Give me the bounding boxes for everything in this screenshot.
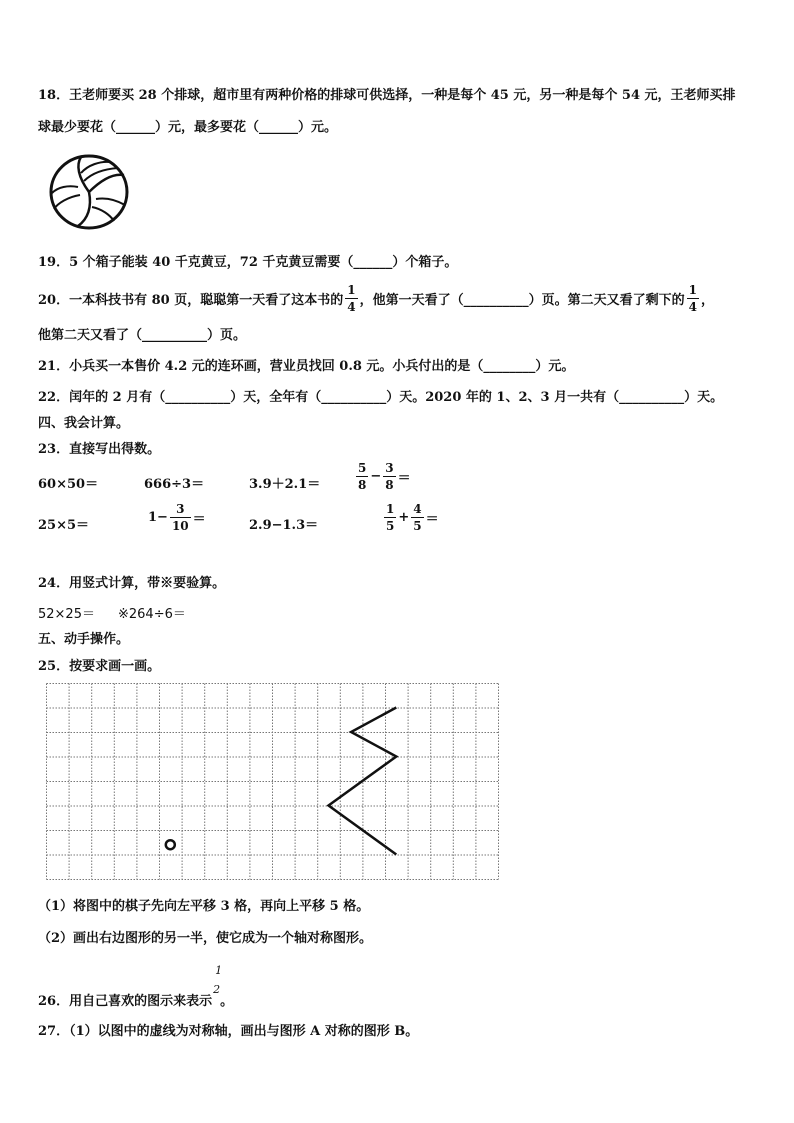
volleyball-icon [48,153,130,231]
section-5-heading: 五、动手操作。 [38,632,130,647]
drawing-grid [46,683,502,884]
q23-r2c4 [382,503,439,532]
chess-piece-icon [166,840,175,849]
fraction-b [383,462,395,491]
q20-part2: ，他第一天看了（__________）页。第二天又看了剩下的 [359,293,685,308]
q22-text: 22．闰年的 2 月有（__________）天，全年有（__________）天。2020 年的 1、2、3 月一共有（__________）天。 [38,390,724,405]
fraction-a [356,462,368,491]
operator: − [370,469,382,484]
fraction-denominator: 8 [358,478,367,492]
equals: ＝ [425,512,439,527]
q23-r1c2: 666÷3＝ [144,477,205,492]
q20-fraction-1 [345,284,357,313]
section-4-heading: 四、我会计算。 [38,416,130,431]
q23-r1c3: 3.9＋2.1＝ [249,477,321,492]
q23-r1c1: 60×50＝ [38,477,99,492]
fraction-numerator: 4 [413,502,422,516]
q19-text: 19．5 个箱子能装 40 千克黄豆，72 千克黄豆需要（______）个箱子。 [38,255,458,270]
fraction-numerator: 3 [385,461,394,475]
fraction-denominator: 2 [213,983,221,996]
fraction-denominator: 5 [413,519,422,533]
q24-expr1: 52×25＝ [38,607,95,622]
fraction-numerator: 1 [215,964,223,977]
q27-text: 27．（1）以图中的虚线为对称轴，画出与图形 A 对称的图形 B。 [38,1024,419,1039]
fraction-numerator: 1 [347,283,356,297]
q24-title: 24．用竖式计算，带※要验算。 [38,576,226,591]
q23-title: 23．直接写出得数。 [38,442,161,457]
q21-text: 21．小兵买一本售价 4.2 元的连环画，营业员找回 0.8 元。小兵付出的是（________）元。 [38,359,575,374]
fraction-numerator: 1 [688,283,697,297]
q26-fraction [213,964,223,1007]
q26-line [38,964,234,1009]
operator: + [398,510,410,525]
q25-title: 25．按要求画一画。 [38,659,161,674]
q25-sub1: （1）将图中的棋子先向左平移 3 格，再向上平移 5 格。 [38,899,370,914]
q20-part1: 20．一本科技书有 80 页，聪聪第一天看了这本书的 [38,293,344,308]
q23-r2c1: 25×5＝ [38,518,90,533]
q24-expr2: ※264÷6＝ [118,607,186,622]
q23-r1c4 [354,462,411,491]
q20-line2: 他第二天又看了（__________）页。 [38,328,247,343]
q20-line1 [38,284,714,313]
equals: ＝ [192,512,206,527]
fraction-denominator: 4 [347,300,356,314]
fraction-denominator: 10 [171,519,189,533]
fraction-denominator: 5 [386,519,395,533]
fraction-numerator: 5 [358,461,367,475]
equals: ＝ [397,471,411,486]
fraction-b [411,503,423,532]
fraction-denominator: 4 [688,300,697,314]
q23-r2c2 [148,503,206,532]
q23-r2c3: 2.9−1.3＝ [249,518,319,533]
fraction-numerator: 1 [386,502,395,516]
q20-part3: ， [700,293,714,308]
q26-text: 26．用自己喜欢的图示来表示 [38,994,213,1009]
q18-line1: 18．王老师要买 28 个排球，超市里有两种价格的排球可供选择，一种是每个 45 元，另一种是每个 54 元，王老师买排 [38,88,736,103]
fraction-a [384,503,396,532]
fraction [170,503,191,532]
fraction-numerator: 3 [176,502,185,516]
lead-term: 1− [148,510,168,525]
q25-sub2: （2）画出右边图形的另一半，使它成为一个轴对称图形。 [38,931,373,946]
q20-fraction-2 [687,284,699,313]
q18-line2: 球最少要花（______）元，最多要花（______）元。 [38,120,338,135]
q26-end: 。 [220,994,234,1009]
fraction-denominator: 8 [385,478,394,492]
